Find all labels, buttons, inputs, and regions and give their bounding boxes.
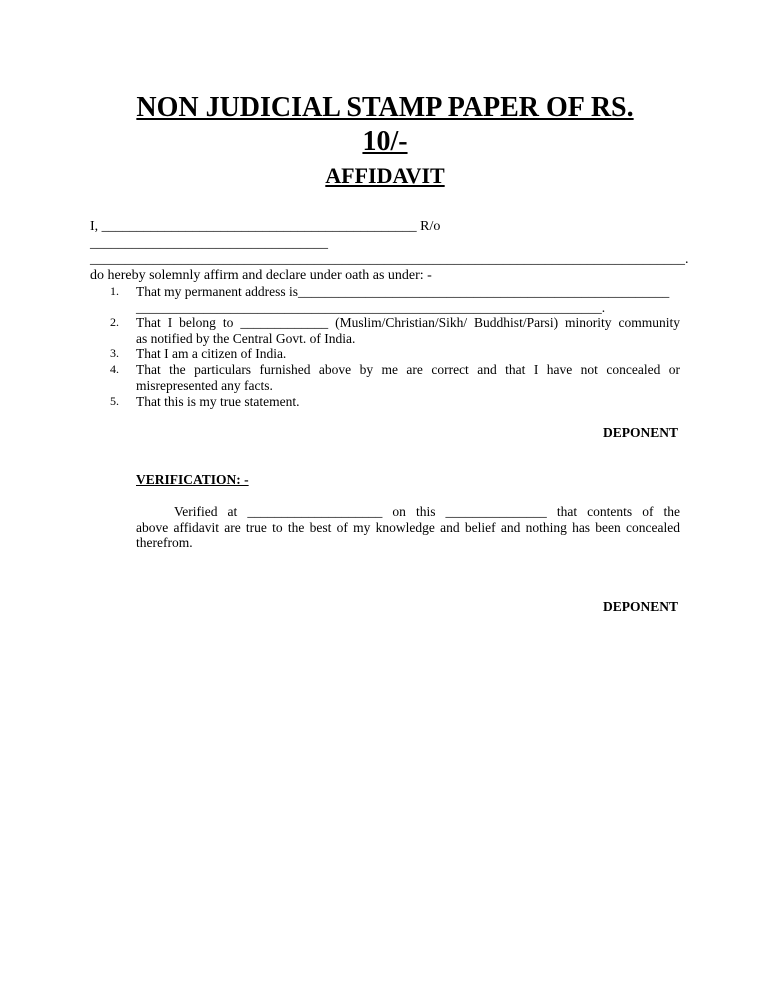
list-item-line: That I am a citizen of India. (136, 346, 287, 361)
intro-declaration-line: do hereby solemnly affirm and declare under oath as under: - (90, 268, 432, 283)
list-item-number: 2. (110, 315, 119, 329)
intro-residence-line: __________________________________ (90, 236, 328, 251)
list-item (110, 362, 680, 394)
intro-blank-line: _____________________________________________________________________________________. (90, 252, 689, 267)
list-item-number: 1. (110, 284, 119, 298)
list-item-number: 3. (110, 346, 119, 360)
list-item-text (136, 315, 680, 346)
list-item-line: That my permanent address is_______________________________________________________ (136, 284, 670, 299)
deponent-label: DEPONENT (602, 425, 678, 440)
document-title-line-2: 10/- (362, 126, 408, 157)
document-subtitle: AFFIDAVIT (325, 163, 445, 188)
deponent-label: DEPONENT (602, 599, 678, 614)
list-item-line: misrepresented any facts. (136, 377, 273, 393)
list-item-line: That the particulars furnished above by me are correct and that I have not concealed or (136, 362, 680, 377)
list-item-number: 4. (110, 362, 119, 376)
list-item (110, 315, 680, 347)
list-item-text (136, 394, 680, 410)
list-item (110, 394, 680, 410)
verification-line: Verified at ____________________ on this _______________ that contents of the (174, 504, 680, 519)
list-item-text (136, 284, 680, 315)
verification-body (136, 504, 680, 551)
list-item-text (136, 346, 680, 362)
verification-line: above affidavit are true to the best of my knowledge and belief and nothing has been concealed (136, 519, 680, 535)
document-title-line-1: NON JUDICIAL STAMP PAPER OF RS. (136, 92, 634, 123)
list-item (110, 284, 680, 316)
list-item-line: _____________________________________________________________________. (136, 299, 606, 315)
intro-name-line: I, _____________________________________________ R/o (90, 219, 441, 234)
verification-line: therefrom. (136, 535, 193, 550)
list-item-text (136, 362, 680, 393)
list-item-line: as notified by the Central Govt. of India. (136, 330, 356, 346)
list-item-line: That I belong to _____________ (Muslim/Christian/Sikh/ Buddhist/Parsi) minority community (136, 315, 680, 330)
list-item-number: 5. (110, 394, 119, 408)
verification-heading: VERIFICATION: - (136, 472, 249, 487)
list-item (110, 346, 680, 362)
list-item-line: That this is my true statement. (136, 394, 300, 409)
